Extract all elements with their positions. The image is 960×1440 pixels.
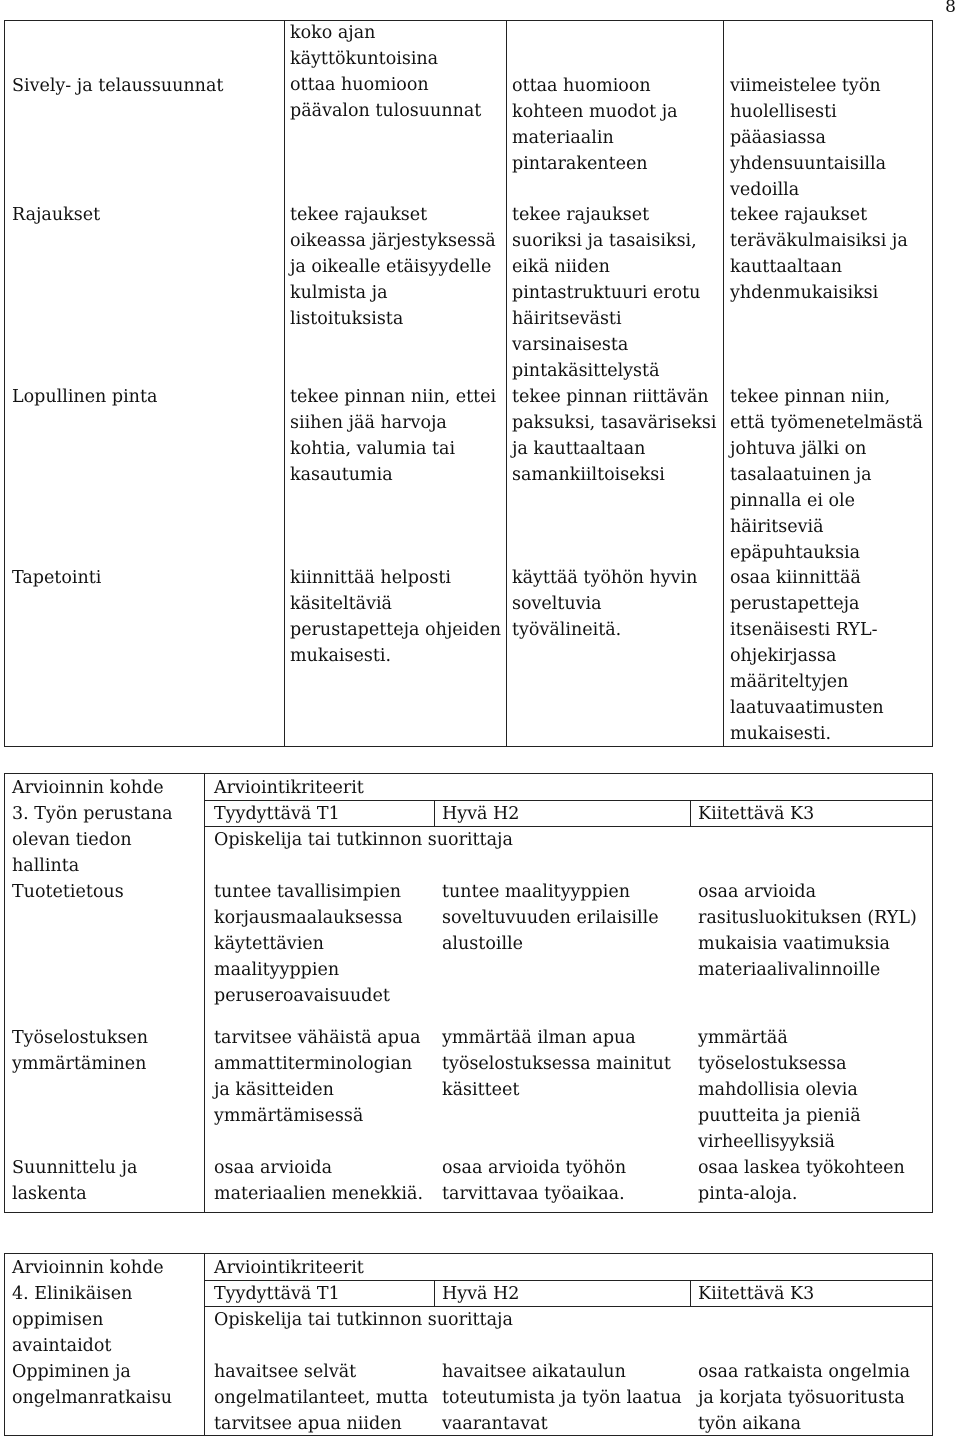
grade-satisfactory: Tyydyttävä T1 [214,1284,340,1304]
text-line: työn aikana [698,1414,802,1434]
text-line: pintastruktuuri erotu [512,283,701,303]
text-line: ja oikealle etäisyydelle [290,257,492,277]
text-line: puutteita ja pieniä [698,1106,861,1126]
text-line: käsiteltäviä [290,594,392,614]
text-line: että työmenetelmästä [730,413,923,433]
text-line: maalityyppien [214,960,340,980]
text-line: vedoilla [730,180,800,200]
text-line: materiaalien menekkiä. [214,1184,424,1204]
criteria-excellent [730,202,908,306]
text-line: tekee rajaukset [730,205,868,225]
text-line: tarvitsee vähäistä apua [214,1028,421,1048]
criteria-satisfactory [214,879,403,1009]
text-line: materiaalivalinnoille [698,960,881,980]
criteria-good [442,879,659,957]
text-line: mukaisesti. [290,646,392,666]
text-line: tekee pinnan niin, ettei [290,387,497,407]
text-line: osaa arvioida [214,1158,332,1178]
text-line: teräväkulmaisiksi ja [730,231,908,251]
text-line: alustoille [442,934,523,954]
text-line: tarvitsee apua niiden [214,1414,402,1434]
text-line: ymmärtää ilman apua [442,1028,636,1048]
text-line: kulmista ja [290,283,388,303]
text-line: ohjekirjassa [730,646,837,666]
performer-label: Opiskelija tai tutkinnon suorittaja [214,830,513,850]
criteria-excellent [698,1155,905,1207]
criteria-good [512,202,700,384]
text-line: perustapetteja ohjeiden [290,620,502,640]
section-title [12,1281,132,1359]
text-line: viimeistelee työn [730,76,881,96]
text-line: havaitsee aikataulun [442,1362,626,1382]
text-line: soveltuvia [512,594,602,614]
criteria-excellent [698,1359,910,1437]
text-line: ottaa huomioon [290,75,429,95]
text-line: käyttökuntoisina [290,49,439,69]
text-line: yhdenmukaisiksi [730,283,879,303]
criteria-good [442,1359,682,1437]
text-line: kohteen muodot ja [512,102,678,122]
text-line: Tuotetietous [12,882,124,902]
text-line: kiinnittää helposti [290,568,452,588]
page-number: 8 [945,0,956,17]
text-line: ymmärtäminen [12,1054,147,1074]
text-line: ymmärtämisessä [214,1106,364,1126]
text-line: häiritseviä [730,517,824,537]
text-line: tuntee tavallisimpien [214,882,402,902]
criteria-good [442,1155,626,1207]
text-line: tekee rajaukset [512,205,650,225]
text-line: 3. Työn perustana [12,804,173,824]
text-line: pinta-aloja. [698,1184,798,1204]
text-line: osaa ratkaista ongelmia [698,1362,911,1382]
text-line: käsitteet [442,1080,520,1100]
criteria-satisfactory [290,384,496,488]
text-line: eikä niiden [512,257,610,277]
text-line: määriteltyjen [730,672,849,692]
text-line: listoituksista [290,309,404,329]
text-line: havaitsee selvät [214,1362,357,1382]
grade-good: Hyvä H2 [442,804,520,824]
row-topic [12,1359,172,1411]
text-line: ja käsitteiden [214,1080,334,1100]
text-line: hallinta [12,856,80,876]
criteria-excellent [730,384,923,566]
row-topic: Lopullinen pinta [12,387,158,407]
text-line: siihen jää harvoja [290,413,447,433]
section-title [12,801,173,879]
text-line: soveltuvuuden erilaisille [442,908,659,928]
text-line: rasitusluokituksen (RYL) [698,908,917,928]
text-line: samankiiltoiseksi [512,465,665,485]
text-line: oikeassa järjestyksessä [290,231,496,251]
text-line: yhdensuuntaisilla [730,154,887,174]
header-assessment-target: Arvioinnin kohde [12,1258,164,1278]
text-line: ja korjata työsuoritusta [698,1388,905,1408]
criteria-satisfactory [290,202,496,332]
text-line: käytettävien [214,934,324,954]
text-line: mukaisesti. [730,724,832,744]
text-line: päävalon tulosuunnat [290,101,482,121]
text-line: perustapetteja [730,594,860,614]
criteria-satisfactory [290,20,481,124]
text-line: toteutumista ja työn laatua [442,1388,682,1408]
text-line: tarvittavaa työaikaa. [442,1184,625,1204]
text-line: Suunnittelu ja [12,1158,138,1178]
criteria-satisfactory [290,565,501,669]
text-line: tasalaatuinen ja [730,465,872,485]
text-line: suoriksi ja tasaisiksi, [512,231,697,251]
text-line: ottaa huomioon [512,76,651,96]
text-line: oppimisen [12,1310,104,1330]
text-line: tekee pinnan niin, [730,387,891,407]
text-line: pintakäsittelystä [512,361,660,381]
header-assessment-target: Arvioinnin kohde [12,778,164,798]
text-line: olevan tiedon [12,830,132,850]
text-line: epäpuhtauksia [730,543,861,563]
text-line: osaa arvioida työhön [442,1158,627,1178]
text-line: johtuva jälki on [730,439,867,459]
performer-label: Opiskelija tai tutkinnon suorittaja [214,1310,513,1330]
text-line: käyttää työhön hyvin [512,568,698,588]
text-line: ongelmanratkaisu [12,1388,172,1408]
text-line: korjausmaalauksessa [214,908,403,928]
text-line: mahdollisia olevia [698,1080,858,1100]
text-line: tuntee maalityyppien [442,882,630,902]
text-line: paksuksi, tasaväriseksi [512,413,717,433]
row-topic: Sively- ja telaussuunnat [12,76,224,96]
text-line: osaa laskea työkohteen [698,1158,905,1178]
criteria-good [512,73,678,177]
text-line: avaintaidot [12,1336,112,1356]
text-line: 4. Elinikäisen [12,1284,133,1304]
criteria-excellent [698,1025,861,1155]
text-line: vaarantavat [442,1414,548,1434]
row-topic: Tapetointi [12,568,102,588]
text-line: Työselostuksen [12,1028,149,1048]
text-line: kohtia, valumia tai [290,439,456,459]
criteria-table-knowledge [4,773,933,1213]
text-line: tekee pinnan riittävän [512,387,709,407]
text-line: pinnalla ei ole [730,491,855,511]
row-topic: Rajaukset [12,205,101,225]
text-line: itsenäisesti RYL- [730,620,878,640]
grade-excellent: Kiitettävä K3 [698,1284,815,1304]
text-line: pääasiassa [730,128,826,148]
grade-satisfactory: Tyydyttävä T1 [214,804,340,824]
header-criteria: Arviointikriteerit [214,1258,364,1278]
criteria-table-lifelong-learning [4,1253,933,1436]
text-line: peruseroavaisuudet [214,986,390,1006]
text-line: työselostuksessa mainitut [442,1054,671,1074]
criteria-good [512,565,697,643]
criteria-satisfactory [214,1155,423,1207]
text-line: ja kauttaaltaan [512,439,646,459]
row-topic [12,1155,137,1207]
criteria-good [442,1025,671,1103]
text-line: huolellisesti [730,102,837,122]
text-line: häiritsevästi [512,309,622,329]
text-line: kauttaaltaan [730,257,843,277]
text-line: työvälineitä. [512,620,622,640]
text-line: laatuvaatimusten [730,698,884,718]
criteria-satisfactory [214,1025,421,1129]
text-line: koko ajan [290,23,376,43]
criteria-satisfactory [214,1359,428,1437]
text-line: laskenta [12,1184,87,1204]
text-line: Oppiminen ja [12,1362,131,1382]
criteria-excellent [730,73,886,203]
row-topic [12,1025,148,1077]
text-line: ymmärtää [698,1028,788,1048]
grade-excellent: Kiitettävä K3 [698,804,815,824]
text-line: osaa kiinnittää [730,568,861,588]
text-line: osaa arvioida [698,882,816,902]
text-line: ammattiterminologian [214,1054,413,1074]
text-line: työselostuksessa [698,1054,847,1074]
grade-good: Hyvä H2 [442,1284,520,1304]
text-line: ongelmatilanteet, mutta [214,1388,429,1408]
row-topic [12,879,124,905]
text-line: tekee rajaukset [290,205,428,225]
text-line: varsinaisesta [512,335,629,355]
text-line: virheellisyyksiä [698,1132,835,1152]
text-line: mukaisia vaatimuksia [698,934,890,954]
text-line: materiaalin [512,128,614,148]
header-criteria: Arviointikriteerit [214,778,364,798]
criteria-table-continued [4,20,933,747]
criteria-excellent [698,879,917,983]
criteria-good [512,384,716,488]
text-line: pintarakenteen [512,154,648,174]
criteria-excellent [730,565,884,747]
text-line: kasautumia [290,465,393,485]
